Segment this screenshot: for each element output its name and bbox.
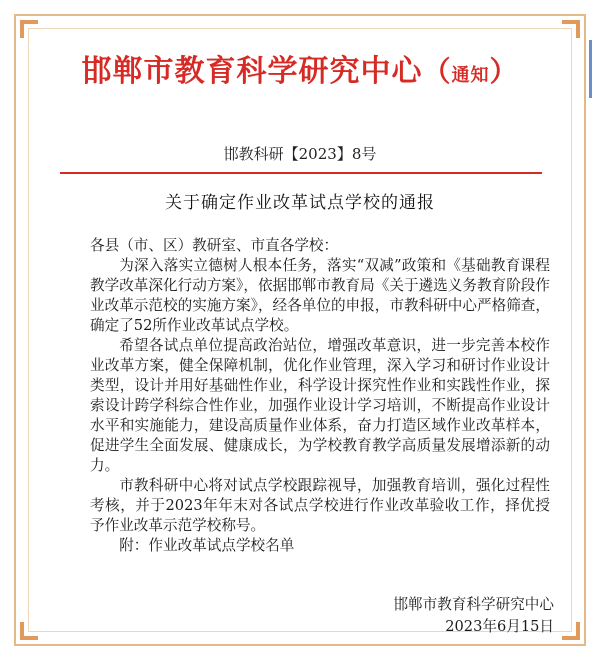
letterhead-close-paren: ） xyxy=(489,55,519,88)
letterhead xyxy=(0,46,600,90)
signature-date: 2023年6月15日 xyxy=(445,618,554,635)
paragraph-3: 市教科研中心将对试点学校跟踪视导，加强教育培训，强化过程性考核，并于2023年年末对各试点学校进行作业改革验收工作，择优授予作业改革示范学校称号。 xyxy=(90,477,550,534)
document-number: 邯教科研【2023】8号 xyxy=(223,145,377,163)
letterhead-org: 邯郸市教育科学研究中心 xyxy=(81,54,423,89)
paragraph-1: 为深入落实立德树人根本任务，落实“双减”政策和《基础教育课程教学改革深化行动方案》，依据邯郸市教育局《关于遴选义务教育阶段作业改革示范校的实施方案》，经各单位的申报，市教科研中心严格筛查，确定了52所作业改革试点学校。 xyxy=(90,257,550,334)
signature-org: 邯郸市教育科学研究中心 xyxy=(393,596,554,613)
salutation: 各县（市、区）教研室、市直各学校： xyxy=(90,237,339,254)
letterhead-notice: 通知 xyxy=(451,65,490,86)
paragraph-2: 希望各试点单位提高政治站位，增强改革意识，进一步完善本校作业改革方案，健全保障机制，优化作业管理，深入学习和研讨作业设计类型，设计并用好基础性作业，科学设计探究性作业和实践性作业，探索设计跨学科综合性作业，加强作业设计学习培训，不断提高作业设计水平和实施能力，建设高质量作业体系，奋力打造区域作业改革样本，促进学生全面发展、健康成长，为学校教育教学高质量发展增添新的动力。 xyxy=(90,337,550,474)
signature-block xyxy=(393,594,554,638)
attachment-note: 附：作业改革试点学校名单 xyxy=(119,537,295,554)
red-divider xyxy=(60,172,542,174)
document-body xyxy=(90,236,550,556)
letterhead-open-paren: （ xyxy=(422,55,452,88)
document-title: 关于确定作业改革试点学校的通报 xyxy=(165,193,435,213)
